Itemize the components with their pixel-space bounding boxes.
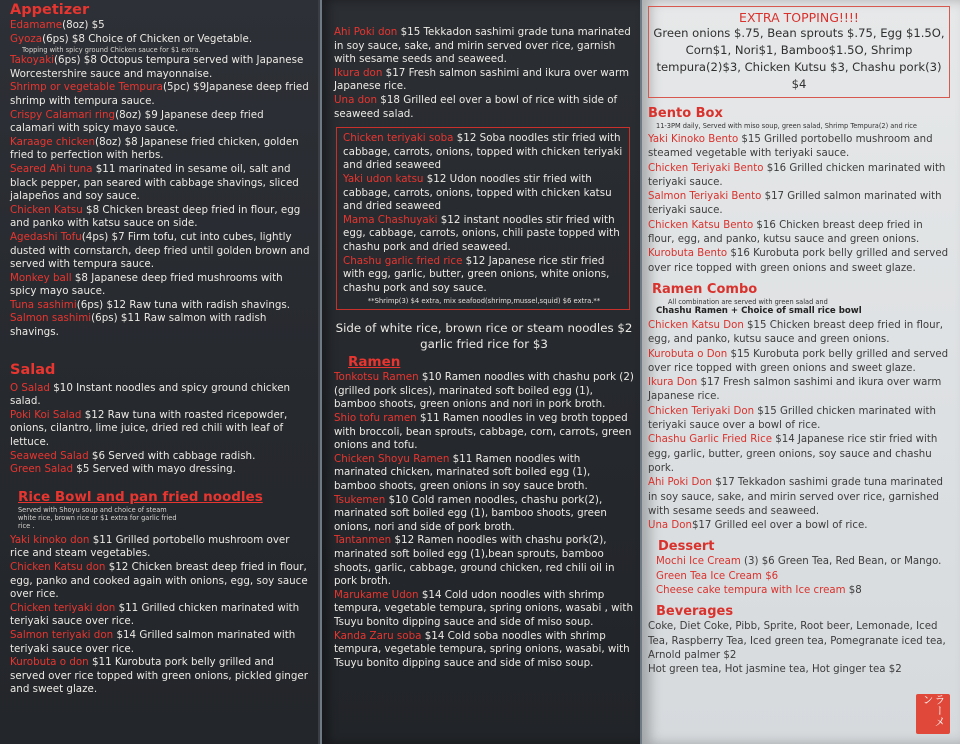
beverages-cold-text: Coke, Diet Coke, Pibb, Sprite, Root beer, Lemonade, Iced Tea, Raspberry Tea, Iced green tea, Pomegranate iced tea, Arnold palmer $2 — [648, 621, 946, 661]
menu-item: Green Salad $5 Served with mayo dressing. — [10, 463, 236, 476]
menu-item: Agedashi Tofu(4ps) $7 Firm tofu, cut into cubes, lightly dusted with cornstarch, deep fried until golden brown and served with tempura sauce. — [10, 230, 310, 271]
menu-item: Monkey ball $8 Japanese deep fried mushrooms with spicy mayo sauce. — [10, 271, 283, 298]
extra-topping-title: EXTRA TOPPING!!!! — [739, 10, 859, 25]
menu-item: Tonkotsu Ramen $10 Ramen noodles with chashu pork (2) (grilled pork slices), marinated soft boiled egg (1), bamboo shoots, green onions and nori in pork broth. — [334, 371, 634, 411]
menu-item: Kanda Zaru soba $14 Cold soba noodles with shrimp tempura, vegetable tempura, spring onions, wasabi, with Tsuyu bonito dipping sauce and side of miso soup. — [334, 629, 630, 669]
menu-item: Seaweed Salad $6 Served with cabbage radish. — [10, 449, 256, 462]
menu-item: Mochi Ice Cream (3) $6 Green Tea, Red Bean, or Mango. — [656, 556, 942, 568]
menu-item: Green Tea Ice Cream $6 — [656, 570, 779, 582]
menu-item: Yaki udon katsu $12 Udon noodles stir fried with cabbage, carrots, onions, topped with chicken katsu and dried seaweed — [343, 172, 612, 213]
menu-item: Yaki kinoko don $11 Grilled portobello mushroom over rice and steam vegetables. — [10, 533, 290, 560]
ramen-heading: Ramen — [348, 354, 401, 371]
menu-panel-right — [642, 0, 960, 744]
menu-item: Chicken Shoyu Ramen $11 Ramen noodles with marinated chicken, marinated soft boiled egg (1), bamboo shoots, green onions in soy sauce broth. — [334, 452, 591, 493]
beverages-hot-text: Hot green tea, Hot jasmine tea, Hot ginger tea $2 — [648, 664, 902, 676]
menu-item: Marukame Udon $14 Cold udon noodles with shrimp tempura, vegetable tempura, spring onions, wasabi , with Tsuyu bonito dipping sauce and side of miso soup. — [334, 588, 633, 628]
menu-item: Salmon sashimi(6ps) $11 Raw salmon with radish shavings. — [10, 312, 267, 339]
menu-panel-middle — [322, 0, 640, 744]
ramen-combo-note: All combination are served with green salad and — [668, 297, 828, 306]
menu-item: Kurobuta Bento $16 Kurobuta pork belly grilled and served over rice topped with green onions and sweet glaze. — [648, 248, 949, 274]
menu-item: Chicken teriyaki soba $12 Soba noodles stir fried with cabbage, carrots, onions, topped with chicken teriyaki and dried seaweed — [343, 132, 623, 172]
ramen-logo-stamp: ラーメン — [916, 694, 950, 734]
menu-item: Mama Chashuyaki $12 instant noodles stir fried with egg, cabbage, carrots, onions, chili paste topped with chashu pork and dried seaweed. — [343, 213, 620, 253]
menu-item: Crispy Calamari ring(8oz) $9 Japanese deep fried calamari with spicy mayo sauce. — [10, 108, 264, 135]
menu-item: Una Don$17 Grilled eel over a bowl of rice. — [648, 520, 868, 532]
menu-item: Tuna sashimi(6ps) $12 Raw tuna with radish shavings. — [10, 298, 291, 311]
menu-item: Chashu garlic fried rice $12 Japanese rice stir fried with egg, garlic, butter, green onions, white onions, chashu pork and soy sauce. — [343, 254, 610, 294]
menu-item: Tsukemen $10 Cold ramen noodles, chashu pork(2), marinated soft boiled egg (1), bamboo shoots, green onions, nori and side of pork broth. — [334, 493, 607, 533]
ramen-list — [334, 371, 634, 670]
menu-item: Ahi Poki Don $17 Tekkadon sashimi grade tuna marinated in soy sauce, sake, and mirin served over rice, garnished with sesame seeds and seaweed. — [648, 477, 943, 517]
sides-text: Side of white rice, brown rice or steam noodles $2 garlic fried rice for $3 — [335, 321, 633, 352]
rice-bowl-list — [10, 534, 310, 697]
menu-note: Topping with spicy ground Chicken sauce for $1 extra. — [22, 46, 201, 55]
menu-item: O Salad $10 Instant noodles and spicy ground chicken salad. — [10, 381, 291, 408]
rice-bowl-continued-list — [334, 2, 634, 121]
menu-panel-left — [0, 0, 320, 744]
menu-item: Takoyaki(6ps) $8 Octopus tempura served with Japanese Worcestershire sauce and mayonnaise. — [10, 54, 304, 80]
menu-item: Chashu Garlic Fried Rice $14 Japanese rice stir fried with egg, garlic, butter, green onions, soy sauce and chashu pork. — [648, 434, 938, 474]
menu-item: Ikura don $17 Fresh salmon sashimi and ikura over warm Japanese rice. — [334, 66, 630, 93]
menu-item: Tantanmen $12 Ramen noodles with chashu pork(2), marinated soft boiled egg (1),bean sprouts, bamboo shoots, garlic, cabbage, ground chicken, red chili oil in pork broth. — [334, 534, 615, 588]
menu-item: Chicken Katsu Don $15 Chicken breast deep fried in flour, egg, and panko, kutsu sauce and green onions. — [648, 319, 944, 346]
menu-item: Chicken Katsu $8 Chicken breast deep fried in flour, egg and panko with katsu sauce on side. — [10, 203, 301, 230]
ramen-combo-list — [648, 319, 952, 533]
dessert-list — [648, 555, 952, 598]
dessert-heading: Dessert — [658, 539, 715, 555]
menu-item: Gyoza(6ps) $8 Choice of Chicken or Vegetable. — [10, 32, 253, 45]
menu-item: Seared Ahi tuna $11 marinated in sesame oil, salt and black pepper, pan seared with cabbage shavings, sliced jalapeños and soy sauce. — [10, 162, 299, 203]
ramen-combo-subtitle: Chashu Ramen + Choice of small rice bowl — [656, 305, 862, 316]
menu-item: Chicken Katsu don $12 Chicken breast deep fried in flour, egg, panko and cooked again with onions, egg, soy sauce over rice. — [10, 561, 308, 601]
menu-item: Edamame(8oz) $5 — [10, 19, 105, 31]
menu-item: Salmon Teriyaki Bento $17 Grilled salmon marinated with teriyaki sauce. — [648, 191, 942, 217]
bento-note: 11-3PM daily, Served with miso soup, green salad, Shrimp Tempura(2) and rice — [656, 122, 917, 130]
rice-bowl-note: Served with Shoyu soup and choice of steam white rice, brown rice or $1 extra for garlic fried rice . — [18, 505, 177, 530]
menu-item: Ikura Don $17 Fresh salmon sashimi and ikura over warm Japanese rice. — [648, 377, 942, 403]
menu-item: Shio tofu ramen $11 Ramen noodles in veg broth topped with broccoli, bean sprouts, cabbage, corn, carrots, green onions and tofu. — [334, 412, 632, 452]
menu-item: Yaki Kinoko Bento $15 Grilled portobello mushroom and steamed vegetable with teriyaki sauce. — [648, 134, 933, 160]
rice-bowl-heading: Rice Bowl and pan fried noodles — [18, 488, 263, 505]
fried-noodles-box — [336, 127, 630, 310]
menu-item: Cheese cake tempura with Ice cream $8 — [656, 585, 862, 597]
appetizer-list — [10, 19, 310, 340]
ramen-combo-heading: Ramen Combo — [652, 281, 758, 297]
menu-item: Chicken Teriyaki Don $15 Grilled chicken marinated with teriyaki sauce over a bowl of rice. — [648, 405, 936, 432]
menu-item: Chicken Teriyaki Bento $16 Grilled chicken marinated with teriyaki sauce. — [648, 162, 946, 188]
seafood-extra-note: **Shrimp(3) $4 extra, mix seafood(shrimp,mussel,squid) $6 extra.** — [367, 297, 601, 306]
menu-item: Kurobuta o don $11 Kurobuta pork belly grilled and served over rice topped with green onions, pickled ginger and sweet glaze. — [10, 656, 308, 696]
menu-item: Ahi Poki don $15 Tekkadon sashimi grade tuna marinated in soy sauce, sake, and mirin served over rice, garnish with sesame seeds and seaweed. — [334, 26, 631, 66]
menu-item: Salmon teriyaki don $14 Grilled salmon marinated with teriyaki sauce over rice. — [10, 628, 296, 655]
appetizer-heading: Appetizer — [10, 2, 90, 18]
beverages-heading: Beverages — [656, 604, 734, 620]
menu-item: Shrimp or vegetable Tempura(5pc) $9Japanese deep fried shrimp with tempura sauce. — [10, 81, 309, 107]
salad-heading: Salad — [10, 361, 56, 378]
menu-item: Poki Koi Salad $12 Raw tuna with roasted ricepowder, onions, cilantro, lime juice, dried red chili with leaf of lettuce. — [10, 408, 288, 449]
extra-topping-text: Green onions $.75, Bean sprouts $.75, Egg $1.5O, Corn$1, Nori$1, Bamboo$1.5O, Shrimp tempura(2)$3, Chicken Kutsu $3, Chashu pork(3) $4 — [653, 26, 945, 91]
bento-list — [648, 133, 952, 276]
menu-item: Una don $18 Grilled eel over a bowl of rice with side of seaweed salad. — [334, 93, 618, 120]
menu-item: Kurobuta o Don $15 Kurobuta pork belly grilled and served over rice topped with green onions and sweet glaze. — [648, 348, 949, 374]
menu-item: Karaage chicken(8oz) $8 Japanese fried chicken, golden fried to perfection with herbs. — [10, 135, 299, 162]
bento-heading: Bento Box — [648, 106, 723, 121]
salad-list — [10, 382, 310, 477]
menu-item: Chicken teriyaki don $11 Grilled chicken marinated with teriyaki sauce over rice. — [10, 601, 300, 628]
extra-topping-box — [648, 6, 950, 98]
menu-item: Chicken Katsu Bento $16 Chicken breast deep fried in flour, egg, and panko, kutsu sauce and green onions. — [648, 219, 923, 246]
